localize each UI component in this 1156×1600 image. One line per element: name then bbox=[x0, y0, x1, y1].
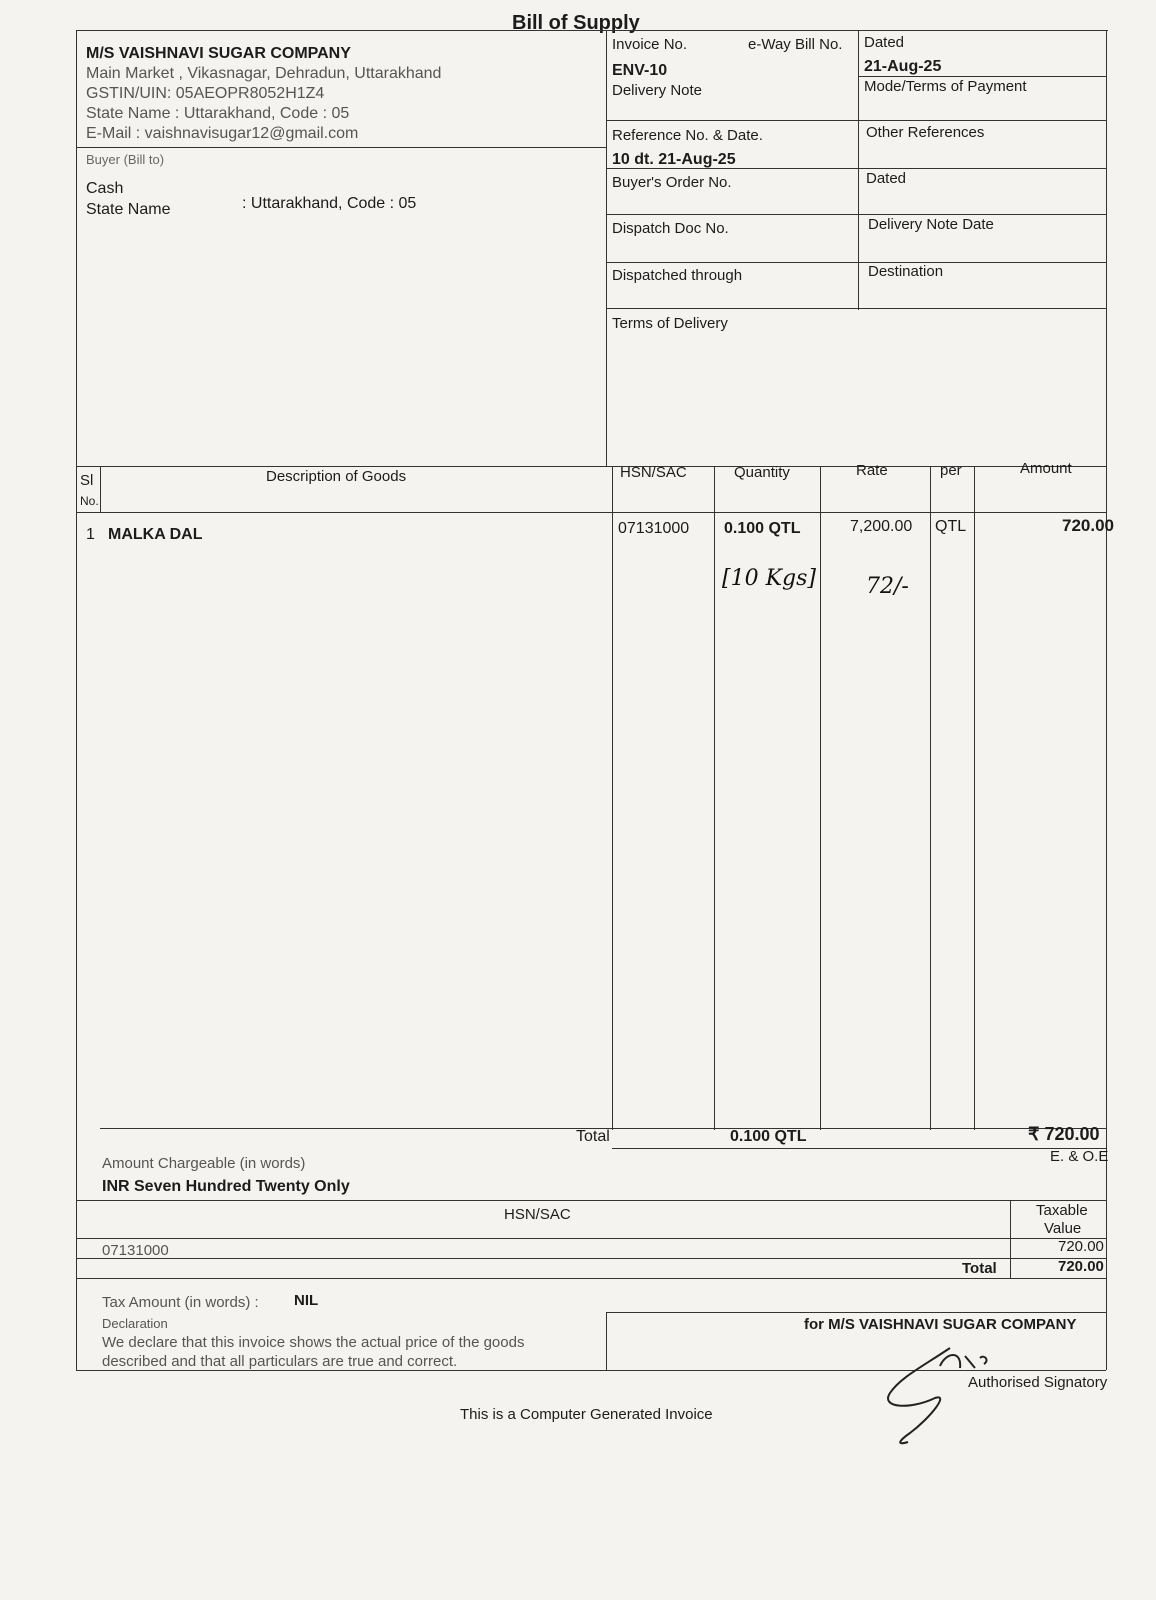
tax-summary-row-line bbox=[76, 1238, 1106, 1239]
buyer-state-label: State Name bbox=[86, 201, 171, 218]
signature-box-top bbox=[606, 1312, 1106, 1313]
column-line bbox=[820, 466, 821, 1130]
handwritten-rate-note: 72/- bbox=[866, 574, 909, 599]
buyer-name: Cash bbox=[86, 180, 124, 197]
table-header-bottom bbox=[76, 512, 1106, 513]
invoice-no-value: ENV-10 bbox=[612, 62, 668, 79]
column-line bbox=[612, 466, 613, 1130]
signature-box-left bbox=[606, 1312, 607, 1370]
buyer-heading: Buyer (Bill to) bbox=[86, 152, 165, 167]
col-description: Description of Goods bbox=[266, 468, 407, 485]
tax-summary-top bbox=[76, 1200, 1106, 1201]
total-qty: 0.100 QTL bbox=[730, 1128, 807, 1145]
header-divider bbox=[606, 30, 607, 466]
amount-words-value: INR Seven Hundred Twenty Only bbox=[102, 1178, 350, 1195]
tax-hsn-header: HSN/SAC bbox=[504, 1206, 571, 1223]
column-line bbox=[714, 466, 715, 1130]
col-rate: Rate bbox=[856, 462, 888, 479]
col-quantity: Quantity bbox=[734, 464, 790, 481]
col-amount: Amount bbox=[1020, 460, 1072, 477]
declaration-label: Declaration bbox=[102, 1316, 168, 1331]
dispatch-doc-label: Dispatch Doc No. bbox=[612, 220, 729, 237]
col-per: per bbox=[940, 462, 962, 479]
frame-right bbox=[1106, 30, 1107, 1370]
dated-label: Dated bbox=[864, 34, 905, 51]
taxable-header-1: Taxable bbox=[1036, 1202, 1088, 1219]
signature-scribble-icon bbox=[880, 1338, 1000, 1448]
terms-delivery-label: Terms of Delivery bbox=[612, 315, 728, 332]
tax-total-label: Total bbox=[962, 1260, 997, 1277]
delivery-note-label: Delivery Note bbox=[612, 82, 703, 99]
for-company: for M/S VAISHNAVI SUGAR COMPANY bbox=[804, 1316, 1077, 1333]
total-amount: ₹ 720.00 bbox=[1028, 1124, 1100, 1144]
meta-row-line bbox=[606, 262, 1106, 263]
tax-total-value: 720.00 bbox=[1058, 1258, 1104, 1275]
row1-description: MALKA DAL bbox=[108, 526, 203, 543]
meta-divider bbox=[858, 30, 859, 310]
eoe-text: E. & O.E bbox=[1050, 1148, 1109, 1165]
column-line bbox=[930, 466, 931, 1130]
other-ref-label: Other References bbox=[866, 124, 985, 141]
tax-summary-divider bbox=[1010, 1200, 1011, 1278]
tax-words-label: Tax Amount (in words) : bbox=[102, 1294, 259, 1311]
column-line bbox=[974, 466, 975, 1130]
destination-label: Destination bbox=[868, 263, 944, 280]
dated-value: 21-Aug-25 bbox=[864, 58, 942, 75]
amount-words-label: Amount Chargeable (in words) bbox=[102, 1155, 306, 1172]
invoice-no-label: Invoice No. bbox=[612, 36, 688, 53]
seller-state: State Name : Uttarakhand, Code : 05 bbox=[86, 105, 350, 122]
meta-row-line bbox=[606, 308, 1106, 309]
col-sl: Sl bbox=[80, 472, 94, 489]
seller-gstin: GSTIN/UIN: 05AEOPR8052H1Z4 bbox=[86, 85, 325, 102]
meta-row-line bbox=[858, 76, 1106, 77]
meta-row-line bbox=[606, 120, 1106, 121]
tax-taxable-value: 720.00 bbox=[1058, 1238, 1104, 1255]
col-no: No. bbox=[80, 494, 99, 508]
column-line bbox=[100, 466, 101, 512]
seller-name: M/S VAISHNAVI SUGAR COMPANY bbox=[86, 45, 351, 62]
delivery-note-date-label: Delivery Note Date bbox=[868, 216, 994, 233]
row1-rate: 7,200.00 bbox=[850, 518, 913, 535]
frame-left bbox=[76, 30, 77, 1370]
row1-sl: 1 bbox=[86, 526, 95, 543]
dated2-label: Dated bbox=[866, 170, 907, 187]
row1-per: QTL bbox=[935, 518, 967, 535]
dispatched-through-label: Dispatched through bbox=[612, 267, 743, 284]
reference-label: Reference No. & Date. bbox=[612, 127, 763, 144]
declaration-line-1: We declare that this invoice shows the actual price of the goods bbox=[102, 1334, 525, 1351]
row1-hsn: 07131000 bbox=[618, 520, 690, 537]
seller-email: E-Mail : vaishnavisugar12@gmail.com bbox=[86, 125, 359, 142]
tax-words-value: NIL bbox=[294, 1292, 319, 1309]
total-label: Total bbox=[576, 1128, 610, 1145]
handwritten-qty-note: [10 Kgs] bbox=[722, 566, 816, 591]
tax-hsn-value: 07131000 bbox=[102, 1242, 169, 1259]
declaration-line-2: described and that all particulars are true and correct. bbox=[102, 1353, 458, 1370]
total-row-bottom bbox=[612, 1148, 1106, 1149]
reference-value: 10 dt. 21-Aug-25 bbox=[612, 151, 736, 168]
seller-address: Main Market , Vikasnagar, Dehradun, Uttarakhand bbox=[86, 65, 442, 82]
mode-label: Mode/Terms of Payment bbox=[864, 78, 1027, 95]
tax-summary-row-line bbox=[76, 1258, 1106, 1259]
document-title: Bill of Supply bbox=[512, 12, 640, 34]
computer-generated-note: This is a Computer Generated Invoice bbox=[460, 1406, 713, 1423]
seller-buyer-divider bbox=[76, 147, 606, 148]
authorised-signatory: Authorised Signatory bbox=[968, 1374, 1108, 1391]
tax-summary-bottom bbox=[76, 1278, 1106, 1279]
taxable-header-2: Value bbox=[1044, 1220, 1082, 1237]
row1-amount: 720.00 bbox=[1062, 516, 1114, 535]
eway-label: e-Way Bill No. bbox=[748, 36, 843, 53]
col-hsn: HSN/SAC bbox=[620, 464, 687, 481]
buyer-state-value: : Uttarakhand, Code : 05 bbox=[242, 195, 417, 212]
frame-top bbox=[76, 30, 1108, 31]
row1-quantity: 0.100 QTL bbox=[724, 520, 801, 537]
meta-row-line bbox=[606, 214, 1106, 215]
buyers-order-label: Buyer's Order No. bbox=[612, 174, 732, 191]
